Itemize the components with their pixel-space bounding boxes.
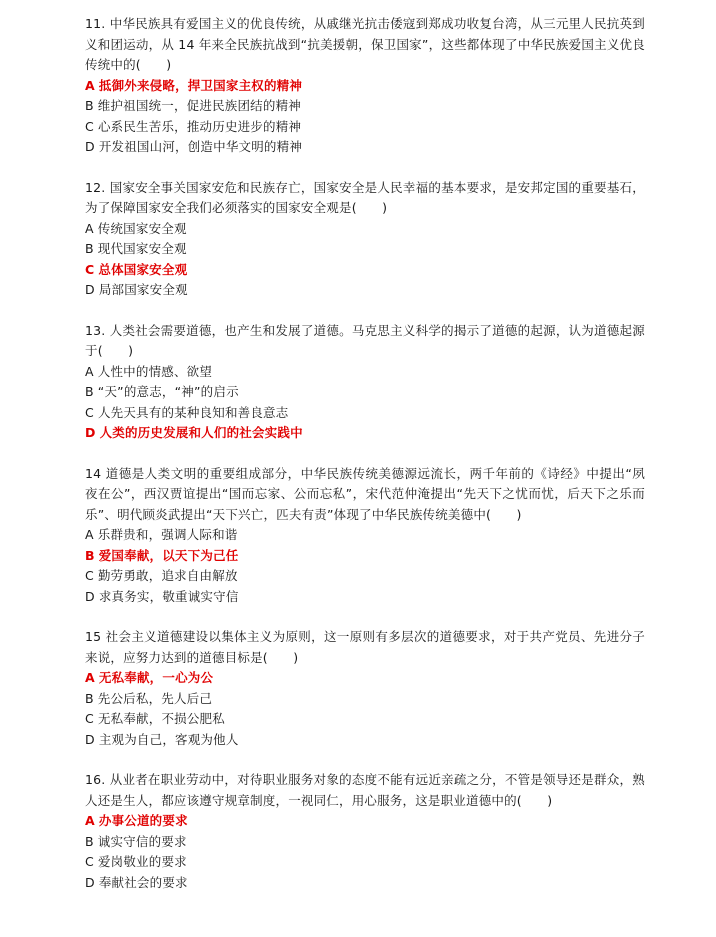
option-letter: C [85, 711, 94, 726]
question-document [85, 14, 645, 913]
option-text: 爱岗敬业的要求 [97, 854, 187, 869]
option-b [85, 832, 645, 853]
question-stem: 15 社会主义道德建设以集体主义为原则，这一原则有多层次的道德要求，对于共产党员、先进分子来说，应努力达到的道德目标是( ) [85, 629, 645, 665]
option-text: 奉献社会的要求 [98, 874, 188, 890]
question-16 [85, 770, 645, 893]
option-text: 人类的历史发展和人们的社会实践中 [99, 425, 303, 440]
option-d [85, 137, 645, 158]
option-letter: D [85, 139, 95, 154]
option-b [85, 239, 645, 260]
option-a [85, 219, 645, 240]
option-letter: B [85, 547, 95, 563]
option-letter: C [85, 404, 94, 420]
option-letter: B [85, 98, 94, 113]
option-text: 开发祖国山河，创造中华文明的精神 [98, 139, 303, 154]
option-text: 勤劳勇敢，追求自由解放 [97, 568, 238, 583]
option-text: 现代国家安全观 [97, 241, 187, 256]
option-text: 办事公道的要求 [98, 813, 188, 828]
option-text: 局部国家安全观 [98, 282, 188, 297]
option-letter: A [85, 527, 94, 542]
option-letter: A [85, 363, 94, 379]
option-text: 无私奉献，不损公肥私 [97, 711, 225, 726]
question-stem: 16. 从业者在职业劳动中，对待职业服务对象的态度不能有远近亲疏之分，不管是领导还是群众，熟人还是生人，都应该遵守规章制度，一视同仁，用心服务，这是职业道德中的( ) [85, 772, 645, 808]
option-b-correct [85, 546, 645, 567]
option-c-correct [85, 260, 645, 281]
option-c [85, 403, 645, 424]
option-text: 乐群贵和，强调人际和谐 [97, 527, 238, 542]
question-13 [85, 321, 645, 444]
option-letter: B [85, 690, 94, 706]
option-text: 心系民生苦乐，推动历史进步的精神 [97, 118, 302, 134]
option-d-correct [85, 423, 645, 444]
option-letter: C [85, 261, 95, 277]
option-text: 传统国家安全观 [97, 220, 187, 236]
question-stem: 11. 中华民族具有爱国主义的优良传统，从戚继光抗击倭寇到郑成功收复台湾，从三元里人民抗英到义和团运动，从 14 年来全民族抗战到“抗美援朝，保卫国家”，这些都体现了中华民族爱国主义优良传统中的( ) [85, 16, 645, 72]
option-letter: C [85, 568, 94, 583]
option-letter: C [85, 854, 94, 869]
option-letter: D [85, 874, 95, 890]
option-a-correct [85, 811, 645, 832]
option-text: 先公后私，先人后己 [97, 690, 213, 706]
question-14 [85, 464, 645, 608]
option-text: 求真务实，敬重诚实守信 [98, 588, 239, 604]
option-b [85, 689, 645, 710]
option-text: 诚实守信的要求 [97, 833, 187, 849]
option-letter: B [85, 241, 94, 256]
option-d [85, 280, 645, 301]
option-c [85, 852, 645, 873]
option-letter: B [85, 833, 94, 849]
option-d [85, 587, 645, 608]
option-a-correct [85, 668, 645, 689]
option-text: 主观为自己，客观为他人 [98, 731, 239, 747]
option-text: 人性中的情感、欲望 [97, 363, 213, 379]
option-c [85, 709, 645, 730]
question-11 [85, 14, 645, 158]
option-text: 无私奉献，一心为公 [98, 670, 214, 685]
option-d [85, 730, 645, 751]
option-letter: D [85, 731, 95, 747]
option-letter: A [85, 220, 94, 236]
option-a [85, 525, 645, 546]
question-stem: 14 道德是人类文明的重要组成部分，中华民族传统美德源远流长，两千年前的《诗经》中提出“夙夜在公”，西汉贾谊提出“国而忘家、公而忘私”，宋代范仲淹提出“先天下之忧而忧，后天下之乐而乐”、明代顾炎武提出“天下兴亡，匹夫有责”体现了中华民族传统美德中( ) [85, 465, 645, 522]
option-text: 总体国家安全观 [98, 261, 188, 277]
option-text: 爱国奉献，以天下为己任 [98, 547, 239, 563]
option-text: 维护祖国统一，促进民族团结的精神 [97, 98, 301, 113]
option-c [85, 117, 645, 138]
option-text: “天”的意志，“神”的启示 [97, 384, 239, 399]
option-a-correct [85, 76, 645, 97]
option-letter: C [85, 118, 94, 134]
option-text: 人先天具有的某种良知和善良意志 [97, 404, 289, 420]
option-b [85, 96, 645, 117]
option-letter: D [85, 282, 95, 297]
option-letter: A [85, 77, 95, 93]
option-letter: B [85, 384, 94, 399]
option-letter: D [85, 425, 96, 440]
question-12 [85, 178, 645, 301]
option-letter: A [85, 813, 95, 828]
question-stem: 12. 国家安全事关国家安危和民族存亡，国家安全是人民幸福的基本要求，是安邦定国的重要基石，为了保障国家安全我们必须落实的国家安全观是( ) [85, 179, 645, 215]
option-b [85, 382, 645, 403]
option-letter: A [85, 670, 95, 685]
option-letter: D [85, 588, 95, 604]
option-text: 抵御外来侵略，捍卫国家主权的精神 [98, 77, 303, 93]
option-d [85, 873, 645, 894]
question-stem: 13. 人类社会需要道德，也产生和发展了道德。马克思主义科学的揭示了道德的起源，认为道德起源于( ) [85, 322, 645, 358]
question-15 [85, 627, 645, 750]
option-c [85, 566, 645, 587]
option-a [85, 362, 645, 383]
